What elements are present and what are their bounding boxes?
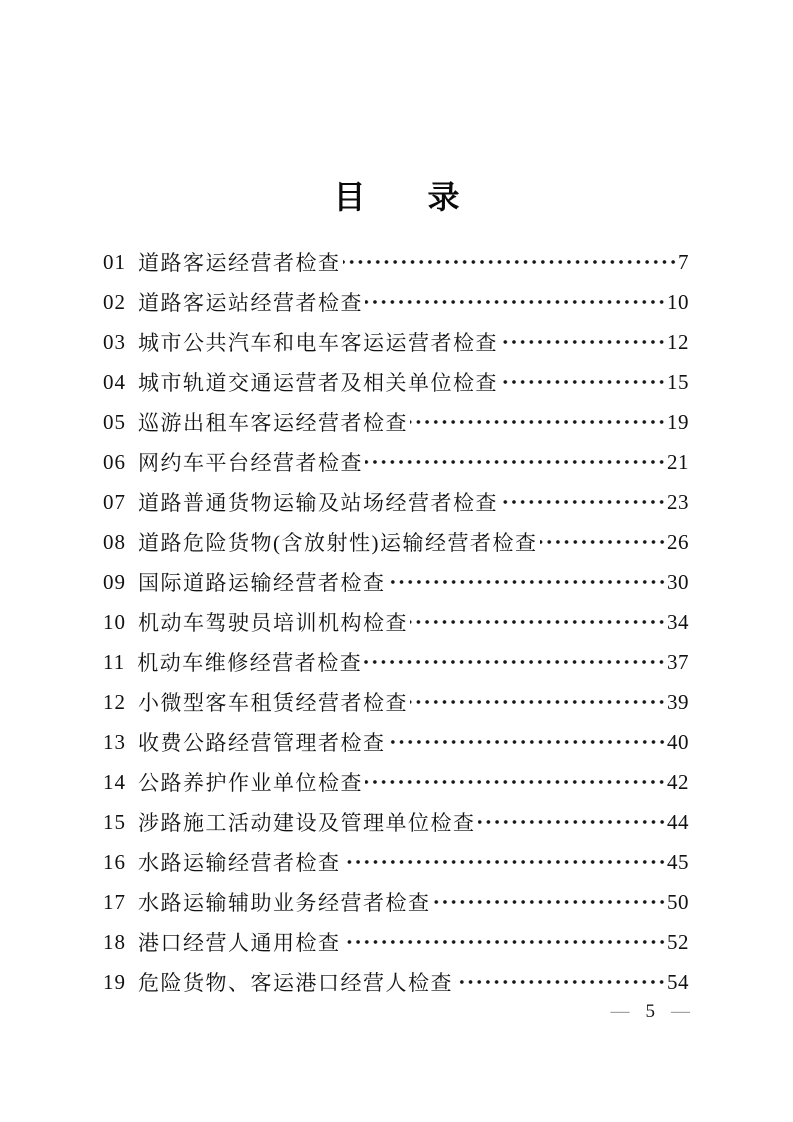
- entry-number: 09: [103, 569, 126, 594]
- entry-label: 道路危险货物(含放射性)运输经营者检查: [138, 531, 538, 555]
- entry-label: 收费公路经营管理者检查: [138, 731, 386, 755]
- entry-page-number: 40: [667, 729, 689, 754]
- dot-leader: [343, 252, 678, 272]
- toc-entry: [103, 602, 689, 642]
- page-title-char-1: 目: [333, 179, 366, 215]
- entry-page-number: 42: [667, 769, 689, 794]
- entry-label: 港口经营人通用检查: [138, 931, 341, 955]
- entry-page-number: 12: [667, 329, 689, 354]
- entry-page-number: 52: [667, 929, 689, 954]
- toc-entry: [103, 922, 689, 962]
- toc-entry: [103, 242, 689, 282]
- entry-number: 14: [103, 769, 126, 794]
- dot-leader: [343, 932, 667, 952]
- entry-number: 15: [103, 809, 126, 834]
- toc-entry: [103, 482, 689, 522]
- toc-entry: [103, 842, 689, 882]
- toc-entry: [103, 282, 689, 322]
- page-title: [0, 172, 793, 218]
- entry-number: 06: [103, 449, 126, 474]
- footer-right-dash: —: [671, 1003, 690, 1020]
- toc-entry: [103, 562, 689, 602]
- entry-label: 涉路施工活动建设及管理单位检查: [138, 811, 476, 835]
- entry-page-number: 45: [667, 849, 689, 874]
- toc-entry: [103, 882, 689, 922]
- entry-number: 11: [103, 649, 126, 674]
- dot-leader: [364, 652, 666, 672]
- entry-label: 道路普通货物运输及站场经营者检查: [138, 491, 498, 515]
- entry-number: 10: [103, 609, 126, 634]
- toc-entry: [103, 442, 689, 482]
- toc-entry: [103, 762, 689, 802]
- page-footer: [611, 1001, 691, 1023]
- entry-label: 危险货物、客运港口经营人检查: [138, 971, 453, 995]
- toc-entry: [103, 642, 689, 682]
- dot-leader: [388, 732, 667, 752]
- toc-entry: [103, 802, 689, 842]
- entry-number: 04: [103, 369, 126, 394]
- entry-label: 道路客运经营者检查: [138, 251, 341, 275]
- entry-label: 机动车驾驶员培训机构检查: [138, 611, 408, 635]
- entry-page-number: 34: [667, 609, 689, 634]
- entry-page-number: 10: [667, 289, 689, 314]
- dot-leader: [433, 892, 667, 912]
- entry-label: 水路运输辅助业务经营者检查: [138, 891, 431, 915]
- page-title-char-2: 录: [427, 179, 460, 215]
- entry-label: 道路客运站经营者检查: [138, 291, 363, 315]
- dot-leader: [455, 972, 666, 992]
- dot-leader: [478, 812, 667, 832]
- toc-entry: [103, 682, 689, 722]
- entry-label: 巡游出租车客运经营者检查: [138, 411, 408, 435]
- entry-number: 03: [103, 329, 126, 354]
- dot-leader: [540, 532, 667, 552]
- entry-number: 05: [103, 409, 126, 434]
- toc-entry: [103, 322, 689, 362]
- entry-page-number: 30: [667, 569, 689, 594]
- dot-leader: [410, 692, 666, 712]
- entry-page-number: 21: [667, 449, 689, 474]
- entry-label: 网约车平台经营者检查: [138, 451, 363, 475]
- toc-entry: [103, 362, 689, 402]
- dot-leader: [410, 612, 666, 632]
- entry-page-number: 7: [678, 249, 689, 274]
- entry-page-number: 39: [667, 689, 689, 714]
- entry-page-number: 54: [667, 969, 689, 994]
- toc-entry: [103, 722, 689, 762]
- toc-list: [103, 242, 689, 1002]
- entry-page-number: 26: [667, 529, 689, 554]
- entry-number: 19: [103, 969, 126, 994]
- footer-left-dash: —: [610, 1003, 630, 1020]
- entry-page-number: 23: [667, 489, 689, 514]
- entry-number: 08: [103, 529, 126, 554]
- entry-number: 13: [103, 729, 126, 754]
- entry-label: 城市轨道交通运营者及相关单位检查: [138, 371, 498, 395]
- toc-entry: [103, 522, 689, 562]
- entry-page-number: 15: [667, 369, 689, 394]
- entry-number: 16: [103, 849, 126, 874]
- entry-page-number: 37: [667, 649, 689, 674]
- dot-leader: [365, 452, 666, 472]
- dot-leader: [410, 412, 666, 432]
- dot-leader: [500, 492, 666, 512]
- dot-leader: [500, 332, 666, 352]
- dot-leader: [365, 292, 666, 312]
- entry-page-number: 19: [667, 409, 689, 434]
- toc-entry: [103, 402, 689, 442]
- dot-leader: [365, 772, 666, 792]
- entry-page-number: 44: [667, 809, 689, 834]
- entry-label: 机动车维修经营者检查: [137, 651, 363, 675]
- entry-number: 17: [103, 889, 126, 914]
- entry-number: 18: [103, 929, 126, 954]
- entry-number: 12: [103, 689, 126, 714]
- entry-label: 国际道路运输经营者检查: [138, 571, 386, 595]
- entry-label: 小微型客车租赁经营者检查: [138, 691, 408, 715]
- entry-label: 公路养护作业单位检查: [138, 771, 363, 795]
- toc-entry: [103, 962, 689, 1002]
- entry-number: 02: [103, 289, 126, 314]
- dot-leader: [500, 372, 666, 392]
- dot-leader: [388, 572, 667, 592]
- dot-leader: [343, 852, 667, 872]
- entry-number: 07: [103, 489, 126, 514]
- footer-page-number: 5: [645, 1001, 655, 1022]
- entry-number: 01: [103, 249, 126, 274]
- entry-page-number: 50: [667, 889, 689, 914]
- entry-label: 城市公共汽车和电车客运运营者检查: [138, 331, 498, 355]
- entry-label: 水路运输经营者检查: [138, 851, 341, 875]
